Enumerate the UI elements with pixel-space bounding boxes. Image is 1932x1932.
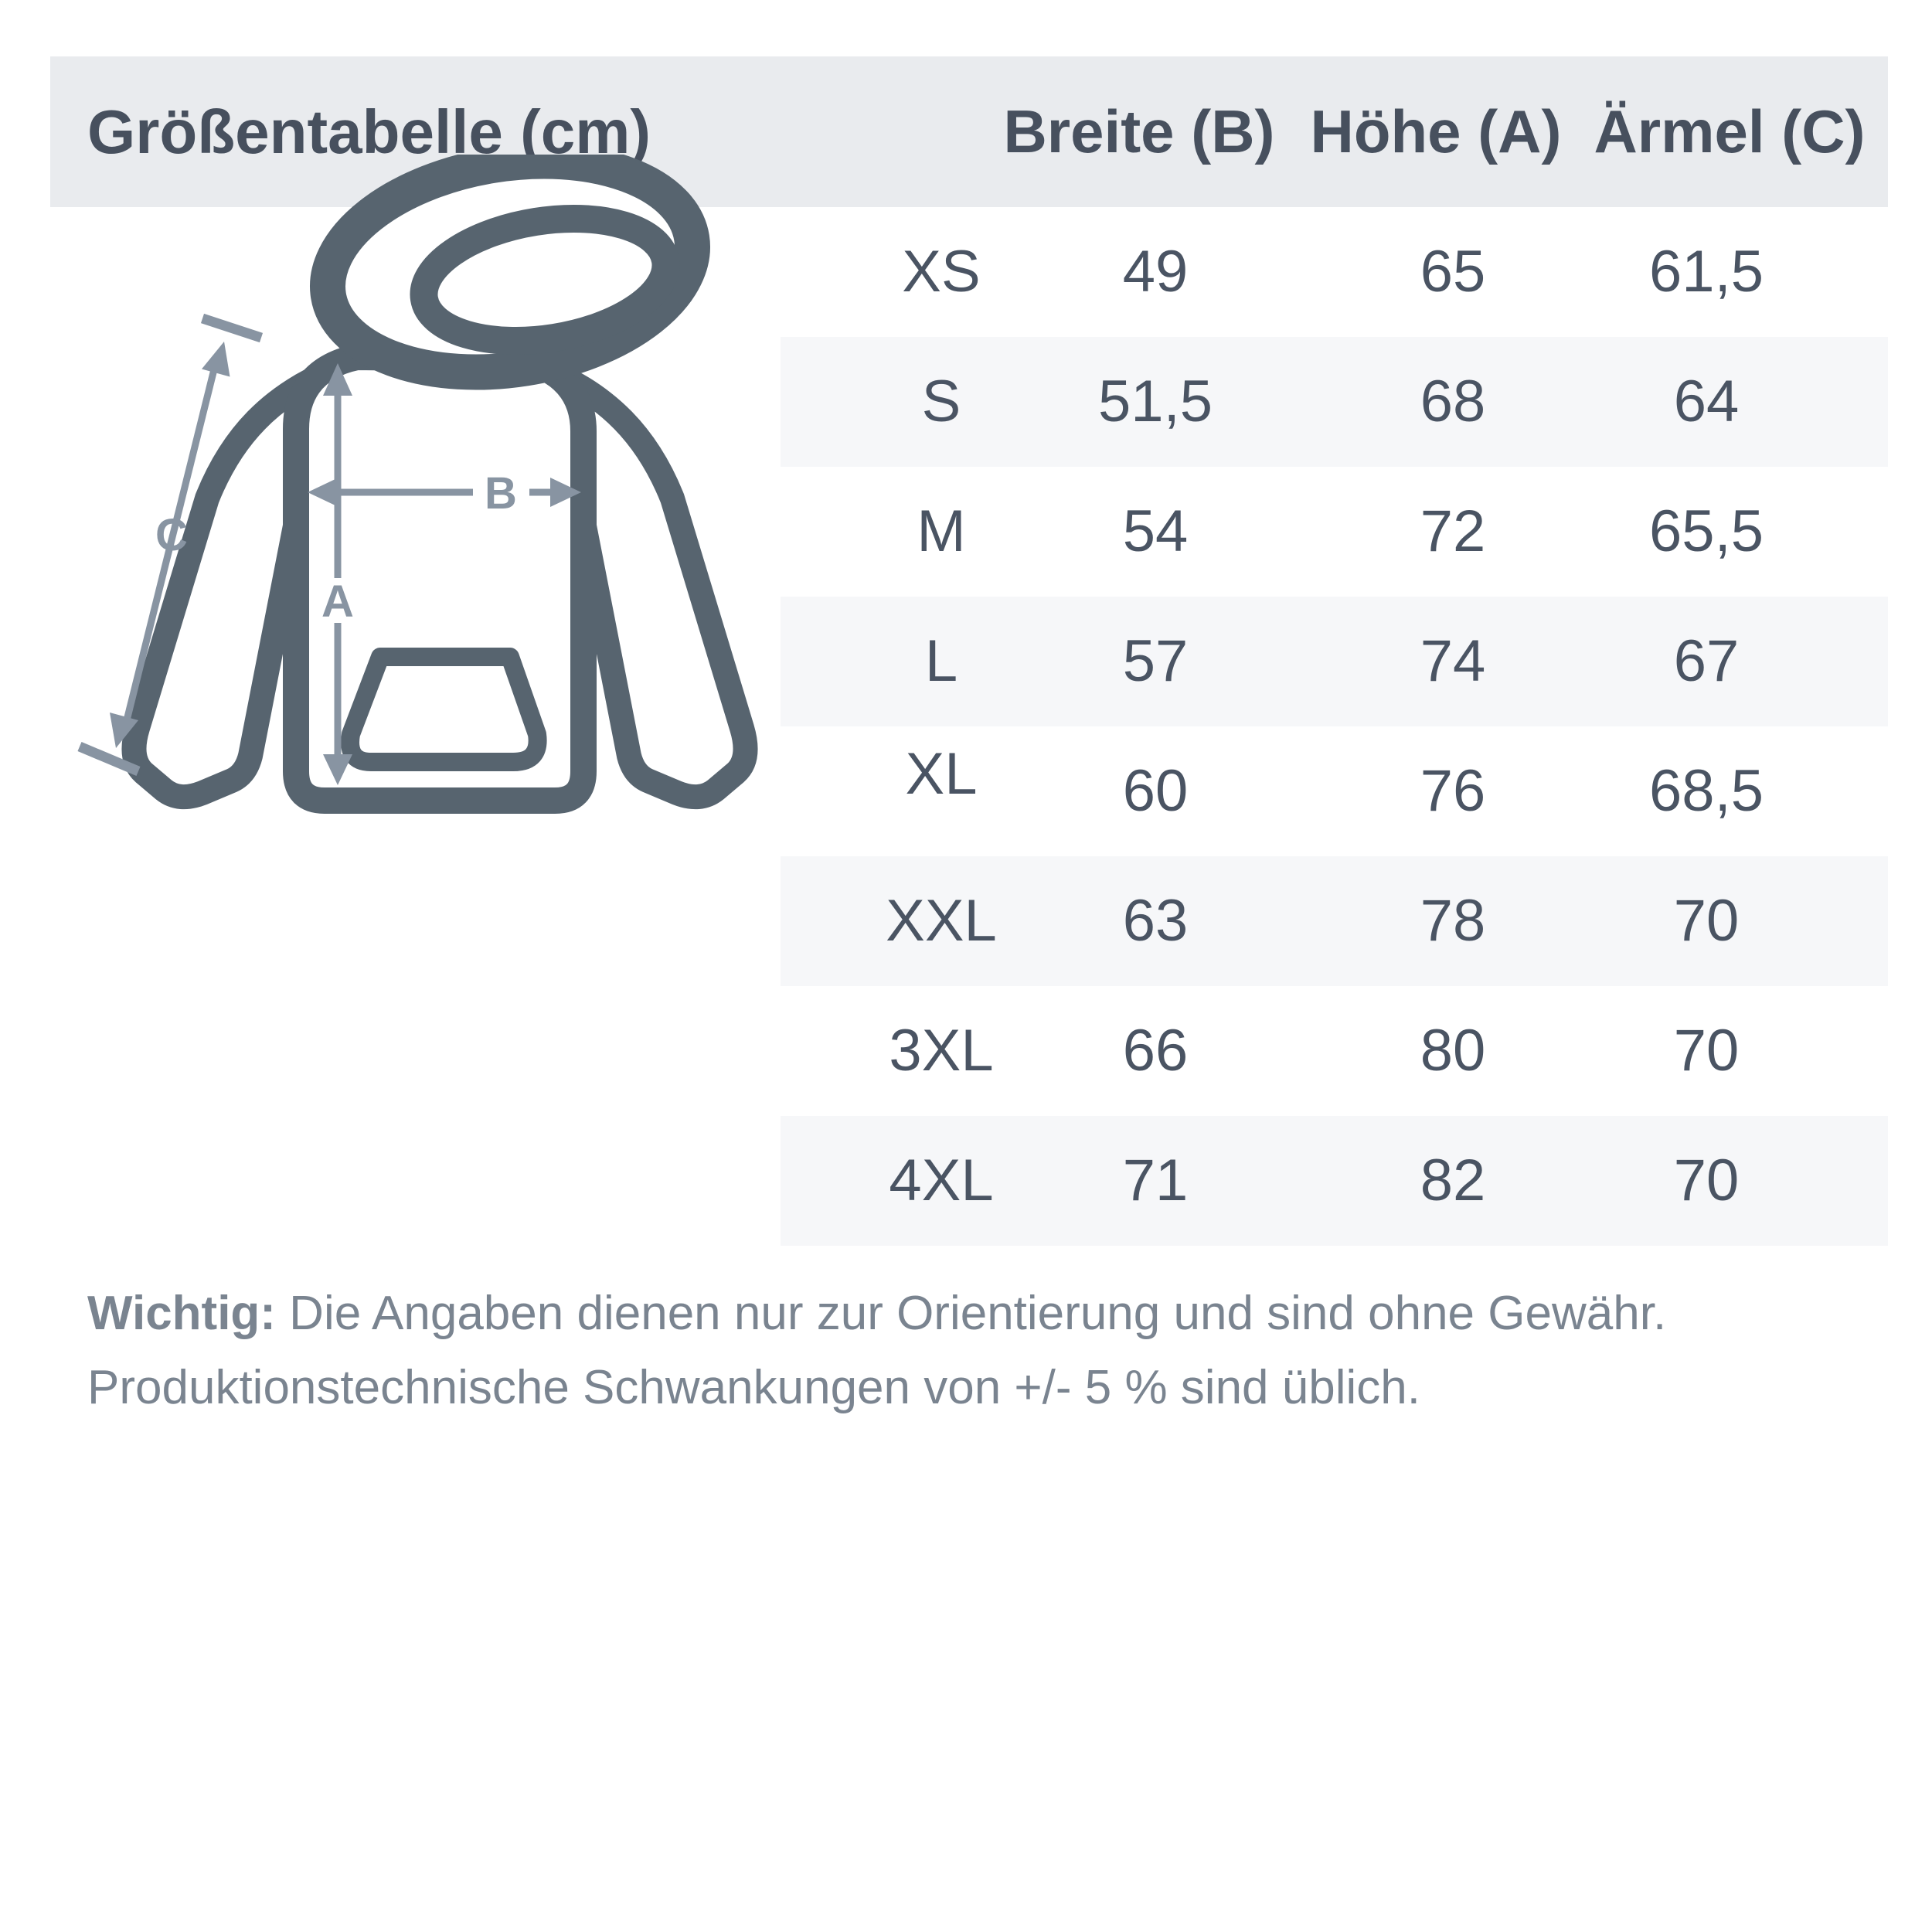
size-table-rows [781,207,1888,1246]
table-row-xl [781,726,1888,856]
breite-cell: 57 [1122,628,1189,694]
aermel-cell: 70 [1673,1148,1740,1213]
column-header-hoehe: Höhe (A) [1310,97,1562,165]
size-cell: XS [902,239,981,304]
size-cell: 3XL [889,1018,994,1083]
size-cell: 4XL [889,1148,994,1213]
size-cell: L [924,628,958,694]
hoodie-measurement-diagram [46,155,781,835]
hoodie-pocket [350,657,538,762]
hoehe-cell: 76 [1420,758,1486,824]
breite-cell: 51,5 [1098,369,1213,434]
page-title: Größentabelle (cm) [87,97,651,166]
table-row-xs [781,207,1888,337]
hoehe-cell: 65 [1420,239,1486,304]
column-header-aermel: Ärmel (C) [1594,97,1866,165]
breite-cell: 54 [1122,498,1189,564]
disclaimer-line1 [87,1277,1849,1351]
table-row-4xl [781,1116,1888,1246]
size-cell: S [921,369,961,434]
aermel-cell: 61,5 [1649,239,1764,304]
aermel-cell: 67 [1673,628,1740,694]
hoehe-cell: 68 [1420,369,1486,434]
breite-cell: 66 [1122,1018,1189,1083]
size-cell: XXL [886,888,997,954]
aermel-cell: 68,5 [1649,758,1764,824]
hoehe-cell: 82 [1420,1148,1486,1213]
hoehe-cell: 72 [1420,498,1486,564]
disclaimer-line2: Produktionstechnische Schwankungen von +/- 5 % sind üblich. [87,1361,1420,1414]
table-row-m [781,467,1888,597]
column-header-breite: Breite (B) [1003,97,1275,165]
table-row-xxl [781,856,1888,986]
hoehe-cell: 80 [1420,1018,1486,1083]
label-b: B [485,468,517,519]
aermel-cell: 70 [1673,1018,1740,1083]
size-cell: XL [905,741,978,807]
table-row-s [781,337,1888,467]
table-row-3xl [781,986,1888,1116]
aermel-cell: 64 [1673,369,1740,434]
hoehe-cell: 78 [1420,888,1486,954]
breite-cell: 71 [1122,1148,1189,1213]
breite-cell: 49 [1122,239,1189,304]
disclaimer-line1-text: Die Angaben dienen nur zur Orientierung und sind ohne Gewähr. [275,1287,1667,1340]
label-c: C [155,510,188,560]
disclaimer-note [87,1277,1849,1425]
disclaimer-bold: Wichtig: [87,1287,276,1340]
hoehe-cell: 74 [1420,628,1486,694]
breite-cell: 63 [1122,888,1189,954]
aermel-cell: 65,5 [1649,498,1764,564]
size-cell: M [917,498,966,564]
breite-cell: 60 [1122,758,1189,824]
aermel-cell: 70 [1673,888,1740,954]
table-row-l [781,597,1888,726]
label-a: A [321,577,354,627]
